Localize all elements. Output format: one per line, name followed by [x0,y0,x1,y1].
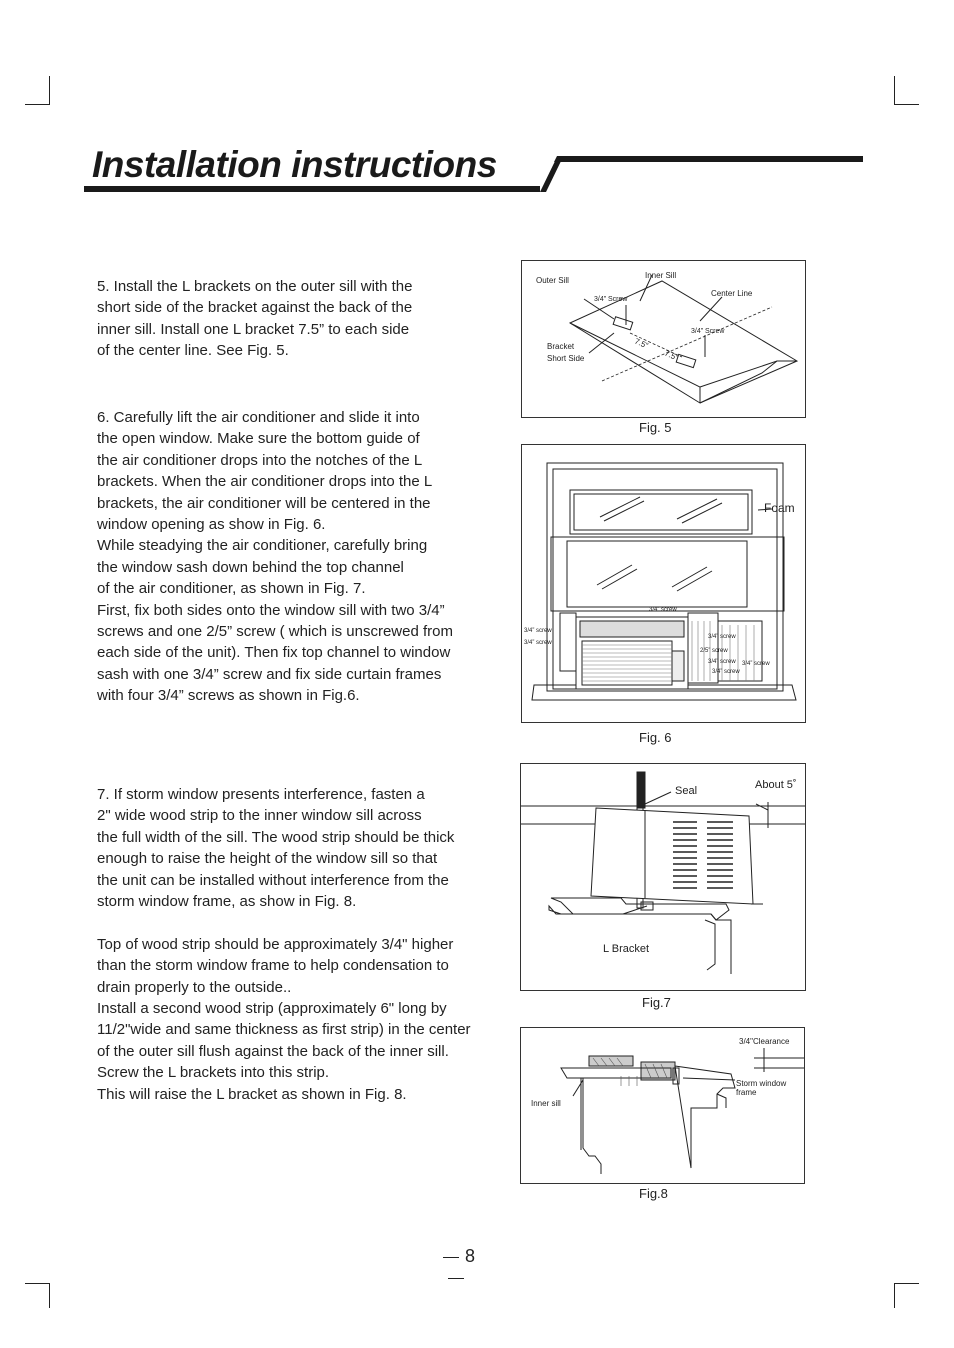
label-short-side: Short Side [547,354,585,363]
text-line: sash with one 3/4” screw and fix side curtain frames [97,665,442,683]
text-line: the unit can be installed without interference from the [97,871,449,889]
label-storm-frame: frame [736,1088,757,1097]
text-line: Top of wood strip should be approximately 3/4" higher [97,935,454,953]
text-line: 5. Install the L brackets on the outer sill with the [97,278,413,295]
text-line: 6. Carefully lift the air conditioner and slide it into [97,409,420,426]
caption-fig-8: Fig.8 [639,1186,668,1201]
label-l-bracket: L Bracket [603,943,650,955]
label-inner-sill: Inner sill [531,1099,561,1108]
label-storm-window: Storm window [736,1079,787,1088]
text-line: brackets, the air conditioner will be centered in the [97,494,431,512]
caption-fig-5: Fig. 5 [639,420,672,435]
caption-fig-7: Fig.7 [642,995,671,1010]
figure-8-wood-strip [520,1027,805,1184]
text-line: 7. If storm window presents interference, fasten a [97,786,425,803]
crop-mark-bottom-left-h [25,1283,50,1284]
step-7-text [97,784,497,1105]
label-left-screw-1: 3/4” screw [524,628,552,634]
text-line: of the air conditioner, as shown in Fig. 7. [97,580,366,598]
text-line: than the storm window frame to help condensation to [97,957,449,975]
page-title: Installation instructions [92,144,497,185]
text-line: the window sash down behind the top channel [97,558,404,576]
text-line: First, fix both sides onto the window sill with two 3/4” [97,601,445,619]
text-line [97,912,497,933]
label-screw-a: 3/4” Screw [594,296,628,303]
label-screw-b: 3/4” Screw [691,328,725,335]
text-line: Screw the L brackets into this strip. [97,1064,330,1082]
label-right-screw-1: 3/4” screw [708,634,736,640]
label-right-screw-3: 3/4” screw [708,659,736,665]
text-line: screws and one 2/5” screw ( which is unscrewed from [97,623,453,641]
crop-mark-bottom-right-v [894,1283,895,1308]
text-line: short side of the bracket against the back of the [97,299,413,317]
text-line: of the center line. See Fig. 5. [97,342,289,360]
dash-right [448,1278,464,1279]
figure-6-unit-in-window [521,444,806,723]
text-line: of the outer sill flush against the back of the inner sill. [97,1042,449,1060]
caption-fig-6: Fig. 6 [639,730,672,745]
page-number [426,1246,486,1288]
text-line: enough to raise the height of the window sill so that [97,850,438,868]
text-line: brackets. When the air conditioner drops into the L [97,473,433,491]
title-rule [0,0,954,200]
label-dim-left: 7.5” [633,336,650,351]
text-line: 2" wide wood strip to the inner window sill across [97,807,422,825]
text-line: the full width of the sill. The wood strip should be thick [97,828,455,846]
label-right-screw-2: 2/5” screw [700,648,728,654]
label-bracket: Bracket [547,342,575,351]
label-foam: Foam [764,501,795,515]
label-inner-sill: Inner Sill [645,271,677,280]
label-top-screw: 3/4” screw [649,607,677,613]
text-line: window opening as show in Fig. 6. [97,516,326,534]
text-line: While steadying the air conditioner, carefully bring [97,537,428,555]
text-line: inner sill. Install one L bracket 7.5” to each side [97,320,410,338]
text-line: with four 3/4” screws as shown in Fig.6. [97,687,360,705]
crop-mark-bottom-left-v [49,1283,50,1308]
label-outer-sill: Outer Sill [536,276,569,285]
step-5-text [97,276,497,362]
text-line: storm window frame, as show in Fig. 8. [97,893,357,911]
text-line: This will raise the L bracket as shown in Fig. 8. [97,1085,407,1103]
label-left-screw-2: 3/4” screw [524,640,552,646]
figure-7-side-view [520,763,806,991]
text-line: the open window. Make sure the bottom guide of [97,430,420,448]
text-line: Install a second wood strip (approximately 6" long by [97,1000,447,1018]
step-6-text [97,407,497,707]
page-number-value: 8 [464,1246,475,1266]
text-line: each side of the unit). Then fix top channel to window [97,644,451,662]
text-line: 11/2"wide and same thickness as first strip) in the center [97,1021,471,1039]
figure-5-bracket-placement [521,260,806,418]
label-right-screw-5: 3/4” screw [712,669,740,675]
dash-left [443,1257,459,1258]
label-center-line: Center Line [711,289,753,298]
label-about-5: About 5˚ [755,779,797,791]
label-dim-right: 7.5” [663,348,680,363]
text-line: drain properly to the outside.. [97,978,292,996]
label-clearance: 3/4"Clearance [739,1037,790,1046]
text-line: the air conditioner drops into the notches of the L [97,451,423,469]
label-right-screw-4: 3/4” screw [742,661,770,667]
label-seal: Seal [675,785,698,797]
crop-mark-bottom-right-h [894,1283,919,1284]
